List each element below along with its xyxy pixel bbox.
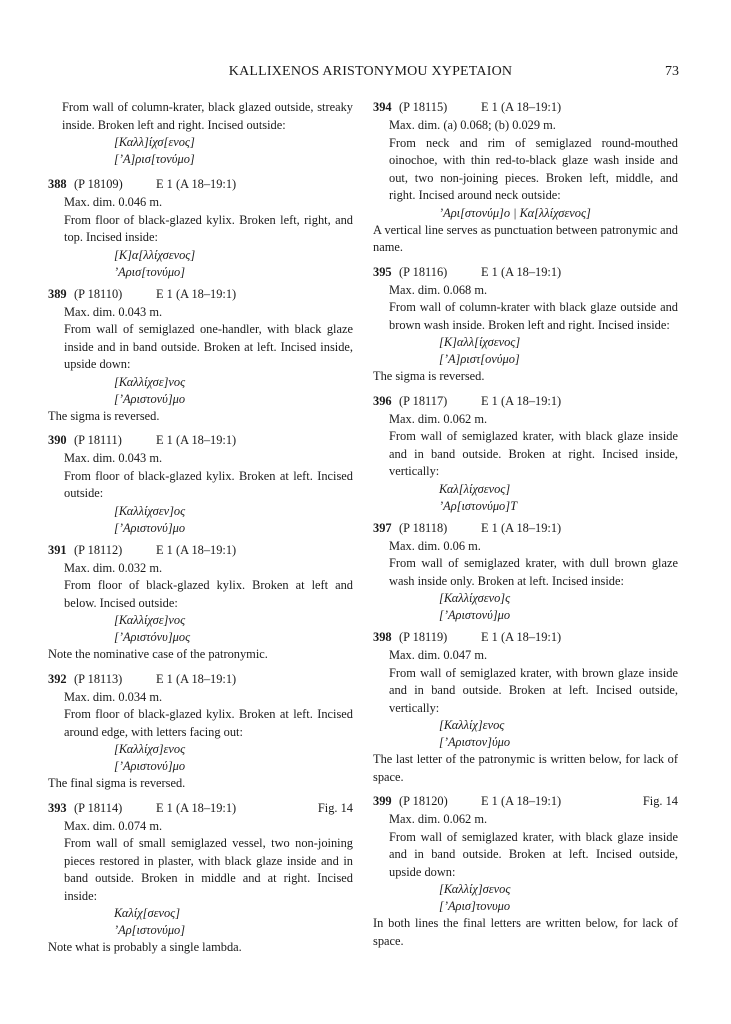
context-deposit: E 1 (A 18–19:1) — [481, 264, 562, 279]
max-dimension: Max. dim. 0.06 m. — [389, 538, 481, 553]
entry-description: From floor of black-glazed kylix. Broken at left. Incised outside: — [64, 468, 353, 500]
inscription — [373, 205, 678, 222]
context-deposit: E 1 (A 18–19:1) — [481, 630, 562, 644]
max-dimension: Max. dim. (a) 0.068; (b) 0.029 m. — [389, 118, 556, 132]
context-deposit: E 1 (A 18–19:1) — [481, 100, 562, 114]
inventory-number: (P 18118) — [399, 520, 448, 535]
entry-description: From floor of black-glazed kylix. Broken at left and below. Incised outside: — [64, 578, 353, 610]
inscription — [48, 905, 353, 939]
entry-description: From floor of black-glazed kylix. Broken left, right, and top. Incised inside: — [64, 212, 353, 244]
max-dimension: Max. dim. 0.032 m. — [64, 560, 163, 575]
entry-note: The last letter of the patronymic is written below, for lack of space. — [373, 752, 678, 784]
inscription-line: Καλίχ[σενος] — [114, 906, 181, 920]
entry-number: 391 — [48, 542, 67, 557]
inscription-line: [’Αριστον]ύμο — [439, 735, 511, 749]
context-deposit: E 1 (A 18–19:1) — [156, 433, 237, 447]
inscription — [48, 374, 353, 408]
inscription-line: [Καλλ]ίχσ[ενος] — [114, 135, 195, 149]
catalog-entry — [48, 542, 353, 664]
inventory-number: (P 18119) — [399, 630, 448, 644]
figure-reference: Fig. 14 — [642, 794, 678, 808]
entry-number: 389 — [48, 286, 67, 301]
inscription-line: [’Α]ρισ[τονύμο] — [114, 152, 195, 166]
catalog-entry — [373, 520, 678, 625]
inscription-line: [’Αρισ]τονυμο — [439, 899, 511, 913]
inscription-line: [Κ]αλλ[ίχσενος] — [439, 335, 521, 349]
max-dimension: Max. dim. 0.062 m. — [389, 812, 488, 826]
context-deposit: E 1 (A 18–19:1) — [156, 800, 237, 815]
context-deposit: E 1 (A 18–19:1) — [481, 794, 562, 808]
entry-description: From wall of column-krater with black glaze outside and brown wash inside. Broken left and right. Incised inside: — [389, 300, 678, 332]
entry-heading — [48, 176, 353, 194]
inscription-line: [’Αριστονύ]μο — [114, 759, 186, 773]
entry-description: From neck and rim of semiglazed round-mouthed oinochoe, with thin red-to-black glaze wash inside and out, two non-joining pieces. Broken left, middle, and right. Incised around neck outside: — [389, 135, 678, 202]
catalog-entry — [48, 800, 353, 957]
entry-number: 388 — [48, 177, 67, 191]
max-dimension: Max. dim. 0.074 m. — [64, 818, 163, 833]
entry-number: 398 — [373, 630, 392, 644]
inscription — [373, 334, 678, 368]
catalog-entry — [48, 176, 353, 281]
entry-number: 396 — [373, 393, 392, 408]
entry-number: 395 — [373, 264, 392, 279]
inscription-line: [’Αριστόνυ]μος — [114, 630, 191, 644]
entry-note: The sigma is reversed. — [373, 369, 485, 383]
entry-heading — [48, 671, 353, 689]
catalog-entry — [373, 629, 678, 786]
inscription-line: [’Αριστονύ]μο — [114, 391, 186, 406]
entry-number: 397 — [373, 520, 392, 535]
context-deposit: E 1 (A 18–19:1) — [156, 542, 237, 557]
inscription-line: [Κ]α[λλίχσενος] — [114, 247, 196, 262]
inscription-line: [Καλλίχσε]νος — [114, 374, 186, 389]
max-dimension: Max. dim. 0.068 m. — [389, 282, 488, 297]
context-deposit: E 1 (A 18–19:1) — [156, 286, 237, 301]
inscription — [48, 503, 353, 537]
inscription — [48, 612, 353, 646]
max-dimension: Max. dim. 0.034 m. — [64, 689, 163, 704]
entry-heading — [373, 264, 678, 282]
max-dimension: Max. dim. 0.047 m. — [389, 648, 488, 662]
entry-heading — [373, 99, 678, 117]
max-dimension: Max. dim. 0.043 m. — [64, 451, 163, 465]
context-deposit: E 1 (A 18–19:1) — [156, 177, 237, 191]
inventory-number: (P 18116) — [399, 264, 448, 279]
catalog-entry — [373, 264, 678, 386]
entry-number: 393 — [48, 800, 67, 815]
context-deposit: E 1 (A 18–19:1) — [481, 393, 562, 408]
entry-heading — [48, 286, 353, 304]
inscription-line: [’Α]ριστ[ονύμο] — [439, 352, 520, 366]
inscription-line: ’Αρι[στονύμ]ο | Κα[λλίχσενος] — [439, 205, 591, 220]
continuation-entry — [48, 99, 353, 168]
figure-reference: Fig. 14 — [317, 800, 353, 815]
entry-description: From wall of semiglazed krater, with dull brown glaze wash inside only. Broken at left. Incised inside: — [389, 556, 678, 588]
inscription — [48, 741, 353, 775]
inscription — [373, 717, 678, 751]
inscription-line: Καλ[λίχσενος] — [439, 481, 511, 496]
left-column — [48, 99, 353, 964]
catalog-entry — [48, 671, 353, 793]
inventory-number: (P 18110) — [74, 286, 123, 301]
entry-heading — [48, 542, 353, 560]
inscription-line: [Καλλίχσεν]ος — [114, 503, 186, 518]
inscription-line: [Καλλίχσε]νος — [114, 613, 186, 627]
inscription-line: ’Αρ[ιστονύμο]Τ — [439, 498, 517, 513]
entry-heading — [373, 520, 678, 538]
right-column — [373, 99, 678, 957]
catalog-entry — [373, 393, 678, 515]
entry-heading — [373, 629, 678, 647]
inscription — [373, 881, 678, 915]
context-deposit: E 1 (A 18–19:1) — [481, 520, 562, 535]
catalog-entry — [373, 793, 678, 950]
entry-description: From wall of semiglazed one-handler, with black glaze inside and in band outside. Broken at left. Incised inside, upside down: — [64, 322, 353, 371]
entry-heading — [373, 393, 678, 411]
inscription-line: [Καλλίχσ]ενος — [114, 742, 186, 756]
inventory-number: (P 18111) — [74, 433, 122, 447]
entry-note: The sigma is reversed. — [48, 408, 160, 423]
entry-note: Note the nominative case of the patronymic. — [48, 647, 268, 661]
catalog-entry — [373, 99, 678, 257]
inventory-number: (P 18115) — [399, 100, 448, 114]
page-header — [62, 64, 679, 84]
entry-description: From wall of semiglazed krater, with black glaze inside and in band outside. Broken at right. Incised inside, vertically: — [389, 429, 678, 478]
entry-note: Note what is probably a single lambda. — [48, 940, 242, 954]
inventory-number: (P 18112) — [74, 542, 123, 557]
context-deposit: E 1 (A 18–19:1) — [156, 671, 237, 686]
inventory-number: (P 18113) — [74, 671, 123, 686]
max-dimension: Max. dim. 0.046 m. — [64, 195, 163, 209]
page-number: 73 — [665, 64, 679, 79]
inscription-line: ’Αρ[ιστονύμο] — [114, 923, 186, 937]
inscription-line: [Καλλίχ]ενος — [439, 718, 505, 732]
inscription-line: [Καλλίχσενο]ς — [439, 591, 511, 605]
inscription — [373, 481, 678, 515]
inscription-line: [’Αριστονύ]μο — [439, 608, 511, 622]
entry-note: In both lines the final letters are written below, for lack of space. — [373, 916, 678, 948]
max-dimension: Max. dim. 0.043 m. — [64, 304, 163, 319]
inventory-number: (P 18114) — [74, 800, 123, 815]
running-head: KALLIXENOS ARISTONYMOU XYPETAION — [228, 64, 513, 79]
entry-description: From wall of small semiglazed vessel, two non-joining pieces restored in plaster, with black glaze inside and in band outside. Broken in middle and at right. Incised inside: — [64, 836, 353, 903]
entry-heading — [373, 793, 678, 811]
catalog-entry — [48, 286, 353, 426]
entry-description: From wall of semiglazed krater, with brown glaze inside and in band outside. Broken at left. Incised outside, vertically: — [389, 665, 678, 715]
inscription — [373, 590, 678, 624]
inventory-number: (P 18120) — [399, 794, 448, 808]
entry-description: From floor of black-glazed kylix. Broken at left. Incised around edge, with letters facing out: — [64, 707, 353, 739]
inscription-line: ’Αρισ[τονύμο] — [114, 264, 186, 279]
entry-note: The final sigma is reversed. — [48, 776, 186, 790]
inscription-line: [Καλλίχ]σενος — [439, 882, 511, 896]
inventory-number: (P 18109) — [74, 177, 123, 191]
entry-number: 392 — [48, 671, 67, 686]
entry-heading — [48, 800, 353, 818]
inventory-number: (P 18117) — [399, 393, 448, 408]
catalog-entry — [48, 432, 353, 537]
entry-description: From wall of column-krater, black glazed outside, streaky inside. Broken left and right. Incised outside: — [62, 100, 353, 132]
entry-description: From wall of semiglazed krater, with black glaze inside and in band outside. Broken at left. Incised outside, upside down: — [389, 829, 678, 879]
entry-number: 394 — [373, 100, 392, 114]
entry-number: 390 — [48, 433, 67, 447]
entry-number: 399 — [373, 794, 392, 808]
inscription-line: [’Αριστονύ]μο — [114, 520, 186, 535]
entry-note: A vertical line serves as punctuation between patronymic and name. — [373, 222, 678, 254]
entry-heading — [48, 432, 353, 450]
inscription — [48, 247, 353, 281]
max-dimension: Max. dim. 0.062 m. — [389, 411, 488, 426]
